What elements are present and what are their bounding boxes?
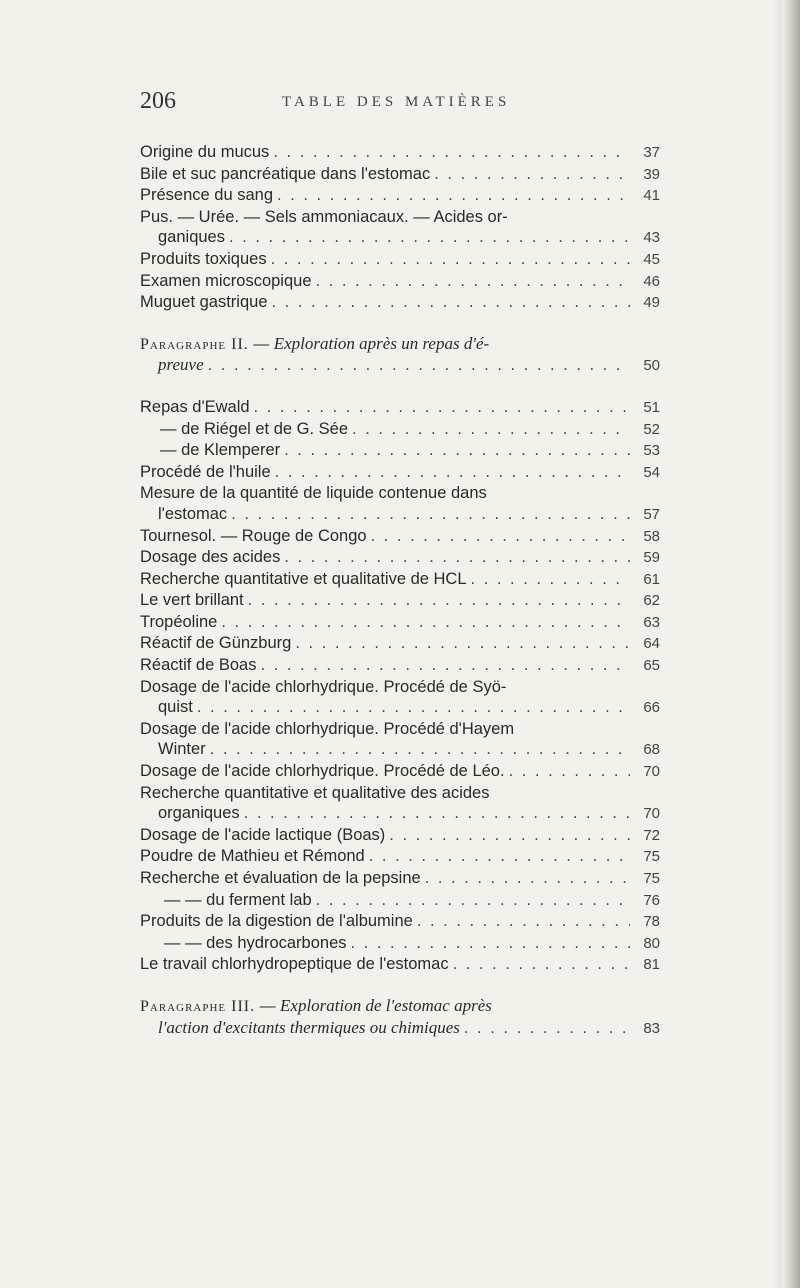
toc-entry [140,462,660,484]
page-ref: 39 [643,165,660,183]
toc-entry [140,164,660,186]
leader-dots [316,890,630,911]
leader-dots [271,249,630,270]
toc-entry [140,783,660,825]
entry-text: Pus. — Urée. — Sels ammoniacaux. — Acides or- [140,207,508,226]
toc-entry [140,526,660,548]
entry-text: Recherche quantitative et qualitative des acides [140,783,490,802]
leader-dots [197,697,630,718]
page-ref: 63 [643,613,660,631]
toc-entry [140,890,660,912]
toc-entry [140,933,660,955]
toc-section-2 [140,397,660,976]
entry-text: Produits de la digestion de l'albumine [140,912,413,931]
leader-dots [229,227,630,248]
entry-text: Dosage des acides [140,548,281,567]
page-ref: 46 [643,272,660,290]
entry-text: — — du ferment lab [164,890,312,909]
page-ref: 43 [643,229,660,247]
leader-dots [248,590,630,611]
toc-section-1 [140,142,660,314]
toc-entry [140,397,660,419]
page-ref: 58 [643,527,660,545]
entry-text: Produits toxiques [140,249,267,268]
page-ref: 57 [643,505,660,523]
page-ref: 76 [643,891,660,909]
page-ref: 41 [643,187,660,205]
toc-entry [140,440,660,462]
entry-text: Présence du sang [140,186,274,205]
entry-text: Repas d'Ewald [140,397,250,416]
table-of-contents [140,142,660,1039]
toc-entry [140,954,660,976]
page-ref: 37 [643,144,660,161]
page-ref: 66 [643,699,660,717]
toc-entry [140,271,660,293]
leader-dots [316,271,631,292]
entry-text-continued: l'estomac [158,504,228,523]
leader-dots [275,462,630,483]
leader-dots [208,355,630,376]
toc-entry [140,569,660,591]
entry-text: Dosage de l'acide chlorhydrique. Procédé de Léo. [140,762,505,781]
page-ref: 61 [643,570,660,588]
running-head: TABLE DES MATIÈRES [282,94,511,110]
paragraph-title-continued: preuve [158,355,204,375]
page-ref: 59 [643,549,660,567]
entry-text: Bile et suc pancréatique dans l'estomac [140,164,431,183]
entry-text: Le travail chlorhydropeptique de l'estomac [140,955,449,974]
toc-entry [140,761,660,783]
leader-dots [273,142,630,163]
page-ref: 52 [643,420,660,438]
leader-dots [425,868,630,889]
entry-text: Réactif de Boas [140,656,257,675]
page-ref: 75 [643,848,660,866]
entry-text: — de Riégel et de G. Sée [160,419,349,438]
page-ref: 83 [643,1019,660,1037]
entry-text: Origine du mucus [140,143,270,161]
leader-dots [371,526,630,547]
page-number: 206 [140,88,176,114]
leader-dots [352,419,630,440]
toc-entry [140,142,660,164]
toc-entry [140,612,660,634]
paragraph-dash: — [253,335,270,353]
page-ref: 72 [643,826,660,844]
toc-entry [140,868,660,890]
entry-text-continued: organiques [158,804,240,823]
toc-entry [140,846,660,868]
leader-dots [277,185,630,206]
leader-dots [417,911,630,932]
leader-dots [471,569,630,590]
page-ref: 80 [643,934,660,952]
leader-dots [272,292,631,313]
leader-dots [260,655,630,676]
leader-dots [254,397,630,418]
leader-dots [351,933,630,954]
leader-dots [231,504,630,525]
page-ref: 78 [643,913,660,931]
page-ref: 81 [643,956,660,974]
book-page-edge [782,0,800,1288]
entry-text: Recherche quantitative et qualitative de HCL [140,569,467,588]
page-ref: 75 [643,870,660,887]
page-header [140,88,700,120]
entry-text-continued: quist [158,698,193,717]
leader-dots [509,761,630,782]
toc-entry [140,911,660,933]
leader-dots [284,547,630,568]
paragraph-title: Exploration après un repas d'é- [273,333,490,353]
paragraph-dash: — [259,997,276,1015]
entry-text: Muguet gastrique [140,293,268,312]
entry-text: Réactif de Günzburg [140,634,292,653]
leader-dots [389,825,630,846]
leader-dots [221,612,630,633]
page-ref: 49 [643,294,660,312]
page-ref: 45 [643,250,660,268]
page-ref: 64 [643,635,660,653]
page-ref: 54 [643,463,660,481]
paragraph-title: Exploration de l'estomac après [280,995,492,1015]
page-ref: 50 [643,357,660,375]
entry-text-continued: ganiques [158,228,225,247]
toc-entry [140,185,660,207]
toc-entry [140,655,660,677]
toc-entry [140,825,660,847]
toc-entry [140,483,660,525]
paragraph-3-heading [140,996,660,1039]
toc-entry [140,207,660,249]
entry-text: Dosage de l'acide chlorhydrique. Procédé de Syö- [140,677,507,696]
toc-entry [140,590,660,612]
page-ref: 51 [643,398,660,416]
entry-text: Tropéoline [140,612,218,631]
entry-text: Tournesol. — Rouge de Congo [140,526,367,545]
leader-dots [464,1018,630,1039]
paragraph-title-continued: l'action d'excitants thermiques ou chimiques [158,1017,460,1037]
toc-entry [140,677,660,719]
page-ref: 70 [643,763,660,781]
toc-entry [140,547,660,569]
leader-dots [244,803,630,824]
entry-text: Examen microscopique [140,271,312,290]
toc-entry [140,249,660,271]
page-ref: 65 [643,657,660,675]
entry-text: Mesure de la quantité de liquide contenue dans [140,484,487,503]
entry-text-continued: Winter [158,740,206,759]
page-ref: 68 [643,741,660,759]
entry-text: Le vert brillant [140,591,244,610]
leader-dots [295,633,630,654]
page-edge-shadow [774,0,782,1288]
leader-dots [453,954,630,975]
entry-text: Recherche et évaluation de la pepsine [140,869,421,887]
leader-dots [369,846,630,867]
page-ref: 70 [643,805,660,823]
leader-dots [284,440,630,461]
page-ref: 53 [643,442,660,460]
paragraph-label: Paragraphe II. [140,335,249,353]
entry-text: — — des hydrocarbones [164,933,347,952]
paragraph-2-heading [140,334,660,377]
entry-text: Dosage de l'acide lactique (Boas) [140,825,386,844]
leader-dots [210,739,630,760]
page-ref: 62 [643,592,660,610]
entry-text: Procédé de l'huile [140,462,271,481]
entry-text: — de Klemperer [160,441,281,460]
entry-text: Poudre de Mathieu et Rémond [140,847,365,866]
paragraph-label: Paragraphe III. [140,997,256,1015]
entry-text: Dosage de l'acide chlorhydrique. Procédé d'Hayem [140,719,515,738]
toc-entry [140,292,660,314]
toc-entry [140,419,660,441]
toc-entry [140,633,660,655]
leader-dots [434,164,630,185]
toc-entry [140,719,660,761]
